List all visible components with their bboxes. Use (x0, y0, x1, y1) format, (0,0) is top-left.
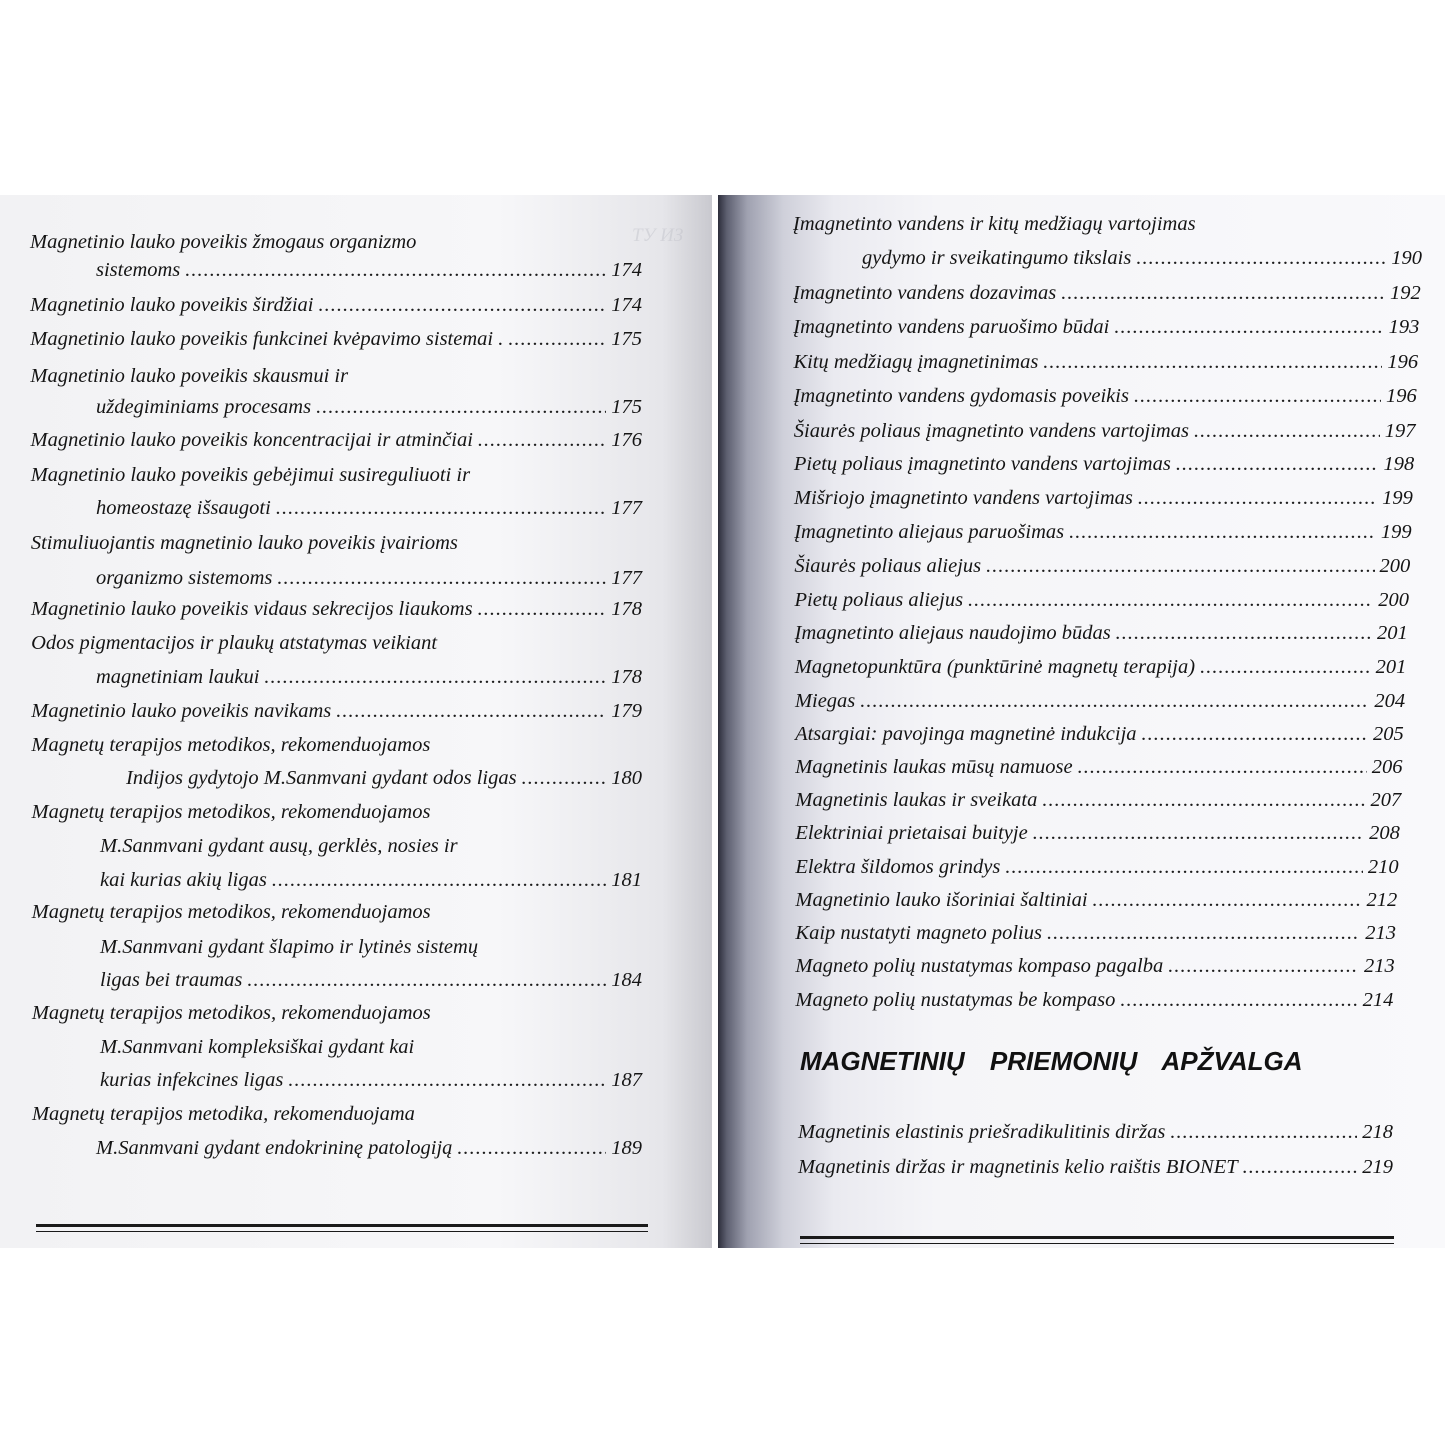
toc-entry-title: Įmagnetinto vandens paruošimo būdai (793, 316, 1110, 338)
toc-entry-title: Pietų poliaus įmagnetinto vandens vartojimas (793, 453, 1171, 475)
toc-page-number: 181 (611, 869, 642, 891)
toc-entry-title: gydymo ir sveikatingumo tikslais (862, 247, 1132, 269)
toc-entry-continuation (100, 1068, 642, 1092)
toc-page-number: 192 (1389, 282, 1421, 304)
toc-entry-title: Mišriojo įmagnetinto vandens vartojimas (794, 487, 1133, 509)
toc-page-number: 196 (1387, 351, 1419, 373)
toc-entry-title: organizmo sistemoms (96, 567, 273, 589)
right-bottom-rule-thick (800, 1236, 1394, 1239)
toc-entry (31, 428, 642, 452)
toc-entry-title: Magnetinio lauko poveikis navikams (31, 700, 332, 722)
toc-page-number: 180 (611, 767, 642, 789)
leader-dots (1047, 921, 1360, 945)
toc-entry-title: Magnetinis diržas ir magnetinis kelio raištis BIONET (798, 1156, 1238, 1178)
leader-dots (1078, 755, 1367, 779)
toc-entry-continuation (100, 868, 642, 892)
toc-entry (794, 554, 1410, 578)
toc-page-number: 175 (611, 328, 642, 350)
toc-page-number: 179 (611, 700, 642, 722)
toc-page-number: 201 (1376, 622, 1408, 644)
toc-entry-middle: M.Sanmvani gydant šlapimo ir lytinės sistemų (100, 936, 479, 958)
toc-entry (795, 722, 1404, 746)
leader-dots (316, 395, 606, 419)
toc-entry (795, 788, 1401, 812)
toc-entry-title: Šiaurės poliaus įmagnetinto vandens vartojimas (793, 420, 1189, 442)
section-heading: MAGNETINIŲ PRIEMONIŲ APŽVALGA (800, 1046, 1303, 1076)
toc-entry (795, 755, 1402, 779)
toc-entry-continuation (96, 395, 642, 419)
toc-page-number: 214 (1362, 989, 1394, 1011)
toc-entry-title: Magnetinis elastinis priešradikulitinis diržas (798, 1121, 1166, 1143)
leader-dots (1005, 855, 1362, 879)
leader-dots (968, 588, 1373, 612)
leader-dots (478, 428, 606, 452)
toc-entry-title: Elektriniai prietaisai buityje (795, 822, 1028, 844)
toc-entry-title: Magnetinio lauko poveikis koncentracijai ir atminčiai (30, 429, 473, 451)
toc-page-number: 199 (1382, 487, 1413, 509)
toc-entry (795, 921, 1396, 945)
toc-entry-heading: Stimuliuojantis magnetinio lauko poveikis įvairioms (30, 532, 458, 554)
toc-page-number: 219 (1362, 1156, 1393, 1178)
leader-dots (1136, 246, 1386, 270)
toc-page-number: 198 (1383, 453, 1415, 475)
leader-dots (272, 868, 606, 892)
toc-page-number: 201 (1375, 656, 1407, 678)
leader-dots (1138, 486, 1377, 510)
leader-dots (1061, 281, 1385, 305)
leader-dots (986, 554, 1374, 578)
toc-page-number: 210 (1367, 856, 1399, 878)
toc-page-number: 193 (1388, 316, 1420, 338)
leader-dots (1116, 621, 1372, 645)
right-bottom-rule-thin (800, 1243, 1394, 1244)
leader-dots (264, 665, 606, 689)
toc-entry (795, 855, 1398, 879)
leader-dots (1033, 821, 1364, 845)
toc-entry-title: magnetiniam laukui (96, 666, 260, 688)
toc-entry-heading: Magnetų terapijos metodikos, rekomenduojamos (31, 801, 431, 823)
toc-page-number: 174 (611, 294, 642, 316)
leader-dots (1120, 988, 1357, 1012)
toc-entry-title: Kaip nustatyti magneto polius (795, 922, 1042, 944)
toc-page-number: 213 (1365, 922, 1396, 944)
toc-entry-continuation (100, 968, 642, 992)
toc-entry (793, 281, 1421, 305)
leader-dots (276, 496, 606, 520)
toc-entry (795, 988, 1393, 1012)
leader-dots (277, 566, 606, 590)
toc-entry-heading: Magnetų terapijos metodika, rekomenduojama (31, 1103, 415, 1125)
bleed-through-text: ТУ ИЗ (632, 225, 684, 246)
toc-entry-continuation (126, 766, 642, 790)
toc-entry (795, 655, 1407, 679)
toc-entry-heading: Magnetinio lauko poveikis žmogaus organizmo (30, 231, 417, 253)
toc-page-number: 184 (611, 969, 642, 991)
toc-entry (795, 821, 1400, 845)
toc-entry-middle: M.Sanmvani kompleksiškai gydant kai (100, 1036, 415, 1058)
leader-dots (1093, 888, 1362, 912)
toc-entry-title: Elektra šildomos grindys (795, 856, 1001, 878)
toc-entry-title: Įmagnetinto aliejaus paruošimas (794, 521, 1065, 543)
toc-entry-heading: Magnetų terapijos metodikos, rekomenduojamos (31, 734, 431, 756)
toc-entry (795, 621, 1408, 645)
leader-dots (1194, 419, 1380, 443)
toc-entry-title: Magnetinio lauko poveikis funkcinei kvėpavimo sistemai . (30, 328, 504, 350)
leader-dots (1142, 722, 1369, 746)
toc-page-number: 213 (1363, 955, 1395, 977)
toc-entry (795, 888, 1397, 912)
toc-entry (795, 588, 1410, 612)
toc-page-number: 204 (1374, 690, 1406, 712)
toc-entry-heading: Magnetų terapijos metodikos, rekomenduojamos (31, 1002, 431, 1024)
leader-dots (1170, 1120, 1357, 1144)
toc-page-number: 196 (1386, 385, 1417, 407)
toc-entry-continuation (96, 665, 642, 689)
toc-page-number: 190 (1391, 247, 1422, 269)
leader-dots (522, 766, 607, 790)
toc-page-number: 187 (611, 1069, 642, 1091)
toc-entry-heading: Magnetinio lauko poveikis gebėjimui susireguliuoti ir (30, 464, 471, 486)
toc-page-number: 200 (1378, 589, 1409, 611)
toc-entry-title: Magnetinio lauko išoriniai šaltiniai (795, 889, 1088, 911)
toc-page-number: 178 (611, 666, 642, 688)
toc-entry (798, 1155, 1393, 1179)
toc-page-number: 178 (611, 598, 642, 620)
toc-entry-continuation (96, 496, 642, 520)
leader-dots (318, 293, 606, 317)
toc-entry (794, 452, 1414, 476)
toc-page-number: 189 (611, 1137, 642, 1159)
toc-page-number: 199 (1380, 521, 1412, 543)
toc-entry (793, 315, 1419, 339)
toc-page-number: 174 (611, 259, 642, 281)
toc-page-number: 206 (1371, 756, 1403, 778)
toc-page-number: 177 (611, 497, 642, 519)
toc-entry-title: Kitų medžiagų įmagnetinimas (793, 351, 1039, 373)
toc-entry (794, 486, 1413, 510)
toc-entry-title: ligas bei traumas (100, 969, 243, 991)
toc-entry-continuation (96, 258, 642, 282)
leader-dots (1200, 655, 1371, 679)
leader-dots (247, 968, 606, 992)
toc-entry-title: M.Sanmvani gydant endokrininę patologiją (96, 1137, 453, 1159)
toc-page-number: 218 (1362, 1121, 1393, 1143)
toc-entry (794, 384, 1417, 408)
toc-entry-continuation (862, 246, 1422, 270)
toc-page-number: 177 (611, 567, 642, 589)
toc-entry-title: Įmagnetinto vandens gydomasis poveikis (793, 385, 1129, 407)
leader-dots (1114, 315, 1383, 339)
toc-entry-title: Magnetinio lauko poveikis vidaus sekrecijos liaukoms (30, 598, 473, 620)
toc-page-number: 205 (1373, 723, 1404, 745)
leader-dots (457, 1136, 606, 1160)
toc-entry-title: kurias infekcines ligas (100, 1069, 284, 1091)
toc-entry-title: Magneto polių nustatymas be kompaso (795, 989, 1116, 1011)
toc-entry-title: Miegas (794, 690, 856, 712)
toc-entry-title: Magnetinis laukas mūsų namuose (795, 756, 1073, 778)
leader-dots (478, 597, 607, 621)
toc-entry-title: Šiaurės poliaus aliejus (794, 555, 982, 577)
toc-entry (794, 419, 1416, 443)
toc-entry-middle: M.Sanmvani gydant ausų, gerklės, nosies ir (100, 835, 458, 857)
toc-entry-heading: Odos pigmentacijos ir plaukų atstatymas veikiant (31, 632, 438, 654)
toc-entry-title: Įmagnetinto aliejaus naudojimo būdas (794, 622, 1111, 644)
toc-entry-heading: Įmagnetinto vandens ir kitų medžiagų vartojimas (793, 213, 1196, 235)
toc-entry-heading: Magnetų terapijos metodikos, rekomenduojamos (31, 901, 431, 923)
leader-dots (1176, 452, 1379, 476)
toc-entry-title: kai kurias akių ligas (100, 869, 267, 891)
leader-dots (1069, 520, 1376, 544)
leader-dots (1243, 1155, 1358, 1179)
leader-dots (1043, 350, 1382, 374)
left-bottom-rule-thick (36, 1224, 648, 1227)
toc-page-number: 200 (1379, 555, 1411, 577)
leader-dots (508, 327, 606, 351)
toc-entry-title: Magneto polių nustatymas kompaso pagalba (795, 955, 1164, 977)
toc-entry-title: Įmagnetinto vandens dozavimas (793, 282, 1057, 304)
toc-page-number: 212 (1366, 889, 1398, 911)
leader-dots (288, 1068, 606, 1092)
toc-entry-heading: Magnetinio lauko poveikis skausmui ir (30, 365, 349, 387)
toc-entry (793, 350, 1418, 374)
left-bottom-rule-thin (36, 1231, 648, 1232)
leader-dots (336, 699, 606, 723)
toc-entry-continuation (96, 566, 642, 590)
toc-page-number: 175 (611, 396, 642, 418)
leader-dots (860, 689, 1369, 713)
toc-entry (30, 293, 642, 317)
toc-entry-title: Magnetinis laukas ir sveikata (795, 789, 1038, 811)
toc-page-number: 208 (1369, 822, 1400, 844)
toc-entry (30, 327, 642, 351)
toc-entry-title: Magnetinio lauko poveikis širdžiai (30, 294, 314, 316)
toc-page-number: 207 (1370, 789, 1402, 811)
leader-dots (185, 258, 606, 282)
toc-entry-continuation (96, 1136, 642, 1160)
leader-dots (1042, 788, 1365, 812)
toc-entry-title: Atsargiai: pavojinga magnetinė indukcija (795, 723, 1137, 745)
toc-entry (798, 1120, 1393, 1144)
toc-entry (795, 954, 1394, 978)
toc-page-number: 197 (1384, 420, 1416, 442)
toc-entry (795, 689, 1405, 713)
toc-entry-title: Indijos gydytojo M.Sanmvani gydant odos ligas (126, 767, 517, 789)
toc-entry (794, 520, 1411, 544)
toc-entry-title: uždegiminiams procesams (96, 396, 312, 418)
toc-entry-title: Magnetopunktūra (punktūrinė magnetų terapija) (794, 656, 1196, 678)
leader-dots (1134, 384, 1381, 408)
toc-entry (31, 597, 642, 621)
toc-entry-title: sistemoms (96, 259, 181, 281)
toc-entry-title: Pietų poliaus aliejus (794, 589, 964, 611)
toc-entry-title: homeostazę išsaugoti (96, 497, 271, 519)
toc-entry (31, 699, 642, 723)
toc-page-number: 176 (611, 429, 642, 451)
leader-dots (1168, 954, 1359, 978)
